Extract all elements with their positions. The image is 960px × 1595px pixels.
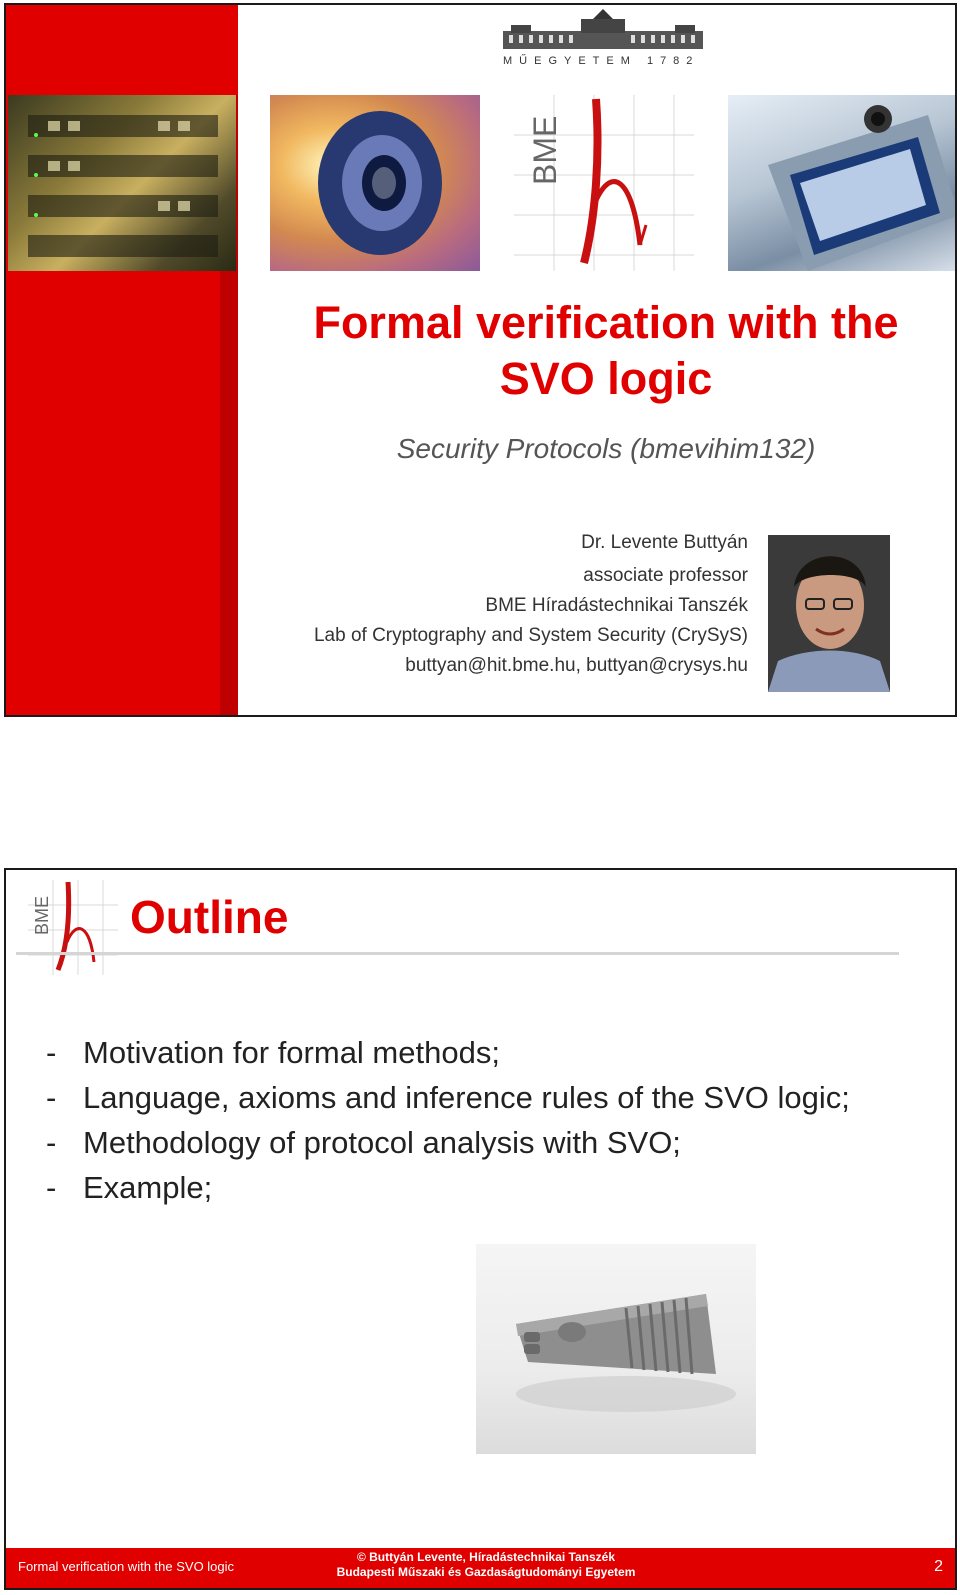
outline-slide	[4, 868, 957, 1590]
bme-small-logo-text: BME	[32, 895, 52, 935]
author-emails: buttyan@hit.bme.hu, buttyan@crysys.hu	[405, 655, 748, 676]
list-item-text: Language, axioms and inference rules of the SVO logic;	[83, 1080, 850, 1115]
footer-copyright-line-1: © Buttyán Levente, Híradástechnikai Tanszék	[356, 1550, 616, 1564]
list-item: - Example;	[46, 1165, 850, 1210]
logo-caption: MŰEGYETEM 1782	[503, 55, 700, 67]
mobile-phone-photo	[728, 95, 957, 271]
slide-title-line-1: Formal verification with the	[313, 297, 899, 348]
author-position: associate professor	[583, 565, 748, 586]
title-slide	[4, 3, 957, 717]
author-department: BME Híradástechnikai Tanszék	[485, 595, 748, 616]
muegyetem-logo	[501, 9, 711, 69]
outline-list	[46, 1030, 850, 1210]
footer-title: Formal verification with the SVO logic	[18, 1559, 235, 1574]
list-item-text: Motivation for formal methods;	[83, 1035, 500, 1070]
author-lab: Lab of Cryptography and System Security (CrySyS)	[313, 625, 748, 646]
page-number: 2	[934, 1558, 943, 1575]
heading-divider	[16, 952, 899, 955]
list-item-text: Methodology of protocol analysis with SVO;	[83, 1125, 681, 1160]
network-switch-photo	[8, 95, 236, 271]
slide-title-line-2: SVO logic	[499, 353, 713, 404]
author-name: Dr. Levente Buttyán	[581, 532, 748, 553]
usb-token-photo	[476, 1244, 756, 1454]
disc-photo	[270, 95, 480, 271]
list-item: - Motivation for formal methods;	[46, 1030, 850, 1075]
list-item-text: Example;	[83, 1170, 213, 1205]
footer-copyright	[326, 1550, 646, 1580]
bme-logo-text: BME	[527, 115, 563, 185]
list-item: - Methodology of protocol analysis with SVO;	[46, 1120, 850, 1165]
bme-logo-graphic	[514, 95, 694, 271]
author-portrait	[768, 535, 890, 692]
outline-heading: Outline	[130, 891, 289, 943]
slide-footer	[6, 1548, 955, 1588]
slide-subtitle: Security Protocols (bmevihim132)	[396, 433, 816, 464]
list-item: - Language, axioms and inference rules of the SVO logic;	[46, 1075, 850, 1120]
bme-logo-small	[28, 880, 118, 975]
footer-copyright-line-2: Budapesti Műszaki és Gazdaságtudományi Egyetem	[336, 1565, 636, 1579]
